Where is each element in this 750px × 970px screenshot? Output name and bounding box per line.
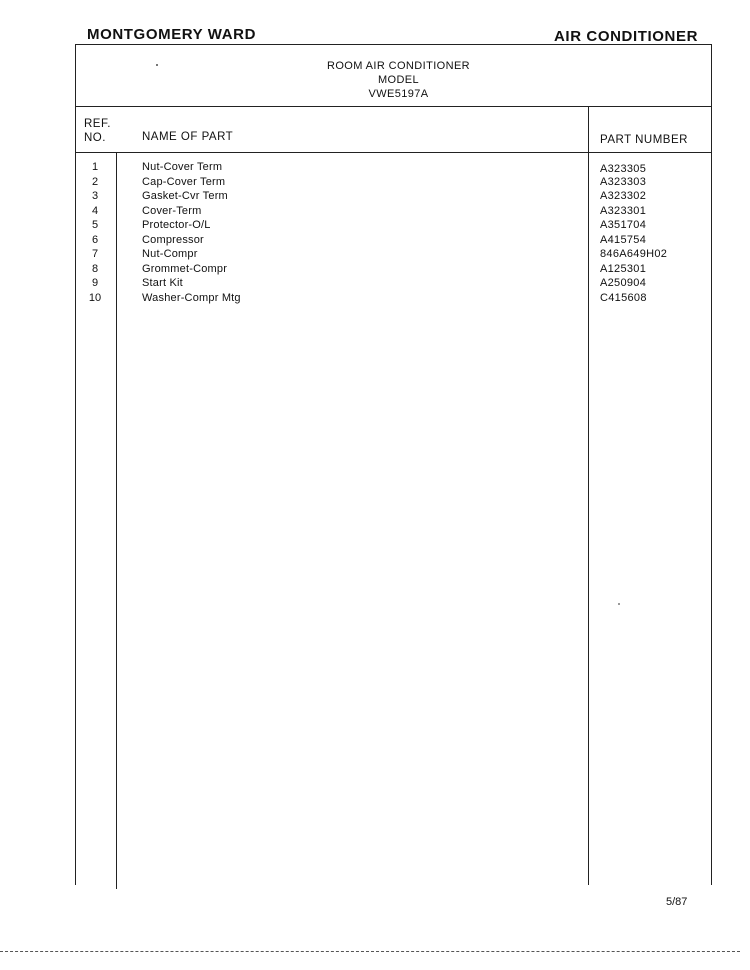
title-divider bbox=[76, 106, 711, 107]
ref-number: 6 bbox=[91, 233, 99, 246]
ref-number: 3 bbox=[91, 190, 99, 202]
part-name: Nut-Cover Term bbox=[142, 161, 223, 173]
title-line-room-air-conditioner: ROOM AIR CONDITIONER bbox=[326, 60, 471, 72]
model-title-block bbox=[76, 59, 711, 101]
ref-number: 8 bbox=[91, 262, 99, 275]
table-row bbox=[76, 247, 711, 262]
part-name: Start Kit bbox=[142, 277, 183, 289]
table-row bbox=[76, 218, 711, 233]
table-row bbox=[76, 204, 711, 219]
ref-number: 4 bbox=[91, 204, 99, 217]
part-name: Cover-Term bbox=[142, 204, 202, 217]
ref-number: 2 bbox=[91, 175, 99, 188]
ref-number: 9 bbox=[91, 277, 99, 289]
table-row bbox=[76, 189, 711, 204]
revision-date: 5/87 bbox=[666, 896, 688, 908]
table-row bbox=[76, 262, 711, 277]
part-name: Washer-Compr Mtg bbox=[142, 291, 241, 304]
part-number: A323303 bbox=[600, 175, 647, 188]
part-number: A323302 bbox=[600, 190, 647, 202]
part-number: 846A649H02 bbox=[600, 248, 668, 260]
part-number: A125301 bbox=[600, 262, 647, 275]
part-number-column-header: PART NUMBER bbox=[600, 134, 688, 146]
parts-list-frame bbox=[75, 44, 712, 885]
header-divider bbox=[76, 152, 711, 153]
part-name: Grommet-Compr bbox=[142, 262, 228, 275]
part-number: A323305 bbox=[600, 163, 647, 175]
table-row bbox=[76, 160, 711, 175]
part-name: Protector-O/L bbox=[142, 219, 211, 231]
table-row bbox=[76, 291, 711, 306]
ref-header-line2: NO. bbox=[84, 132, 106, 144]
product-category-title: AIR CONDITIONER bbox=[554, 28, 698, 45]
ref-number: 5 bbox=[91, 219, 99, 231]
part-name: Cap-Cover Term bbox=[142, 175, 226, 188]
part-number: A415754 bbox=[600, 233, 647, 246]
ref-no-column-header bbox=[84, 117, 111, 145]
scan-speck bbox=[618, 603, 620, 605]
title-line-model: MODEL bbox=[377, 74, 420, 86]
part-name: Gasket-Cvr Term bbox=[142, 190, 228, 202]
page-bottom-rule bbox=[0, 951, 740, 952]
part-number: A323301 bbox=[600, 204, 647, 217]
title-line-model-number: VWE5197A bbox=[368, 88, 429, 100]
ref-number: 1 bbox=[91, 161, 99, 173]
ref-header-line1: REF. bbox=[84, 118, 111, 130]
table-row bbox=[76, 276, 711, 291]
table-row bbox=[76, 175, 711, 190]
name-of-part-column-header: NAME OF PART bbox=[142, 131, 234, 143]
ref-number: 10 bbox=[88, 291, 102, 304]
part-name: Compressor bbox=[142, 233, 204, 246]
part-number: C415608 bbox=[600, 291, 647, 304]
part-number: A250904 bbox=[600, 277, 647, 289]
brand-title: MONTGOMERY WARD bbox=[87, 26, 256, 43]
part-number: A351704 bbox=[600, 219, 647, 231]
parts-table-body bbox=[76, 160, 711, 305]
table-row bbox=[76, 233, 711, 248]
ref-number: 7 bbox=[91, 248, 99, 260]
part-name: Nut-Compr bbox=[142, 248, 198, 260]
